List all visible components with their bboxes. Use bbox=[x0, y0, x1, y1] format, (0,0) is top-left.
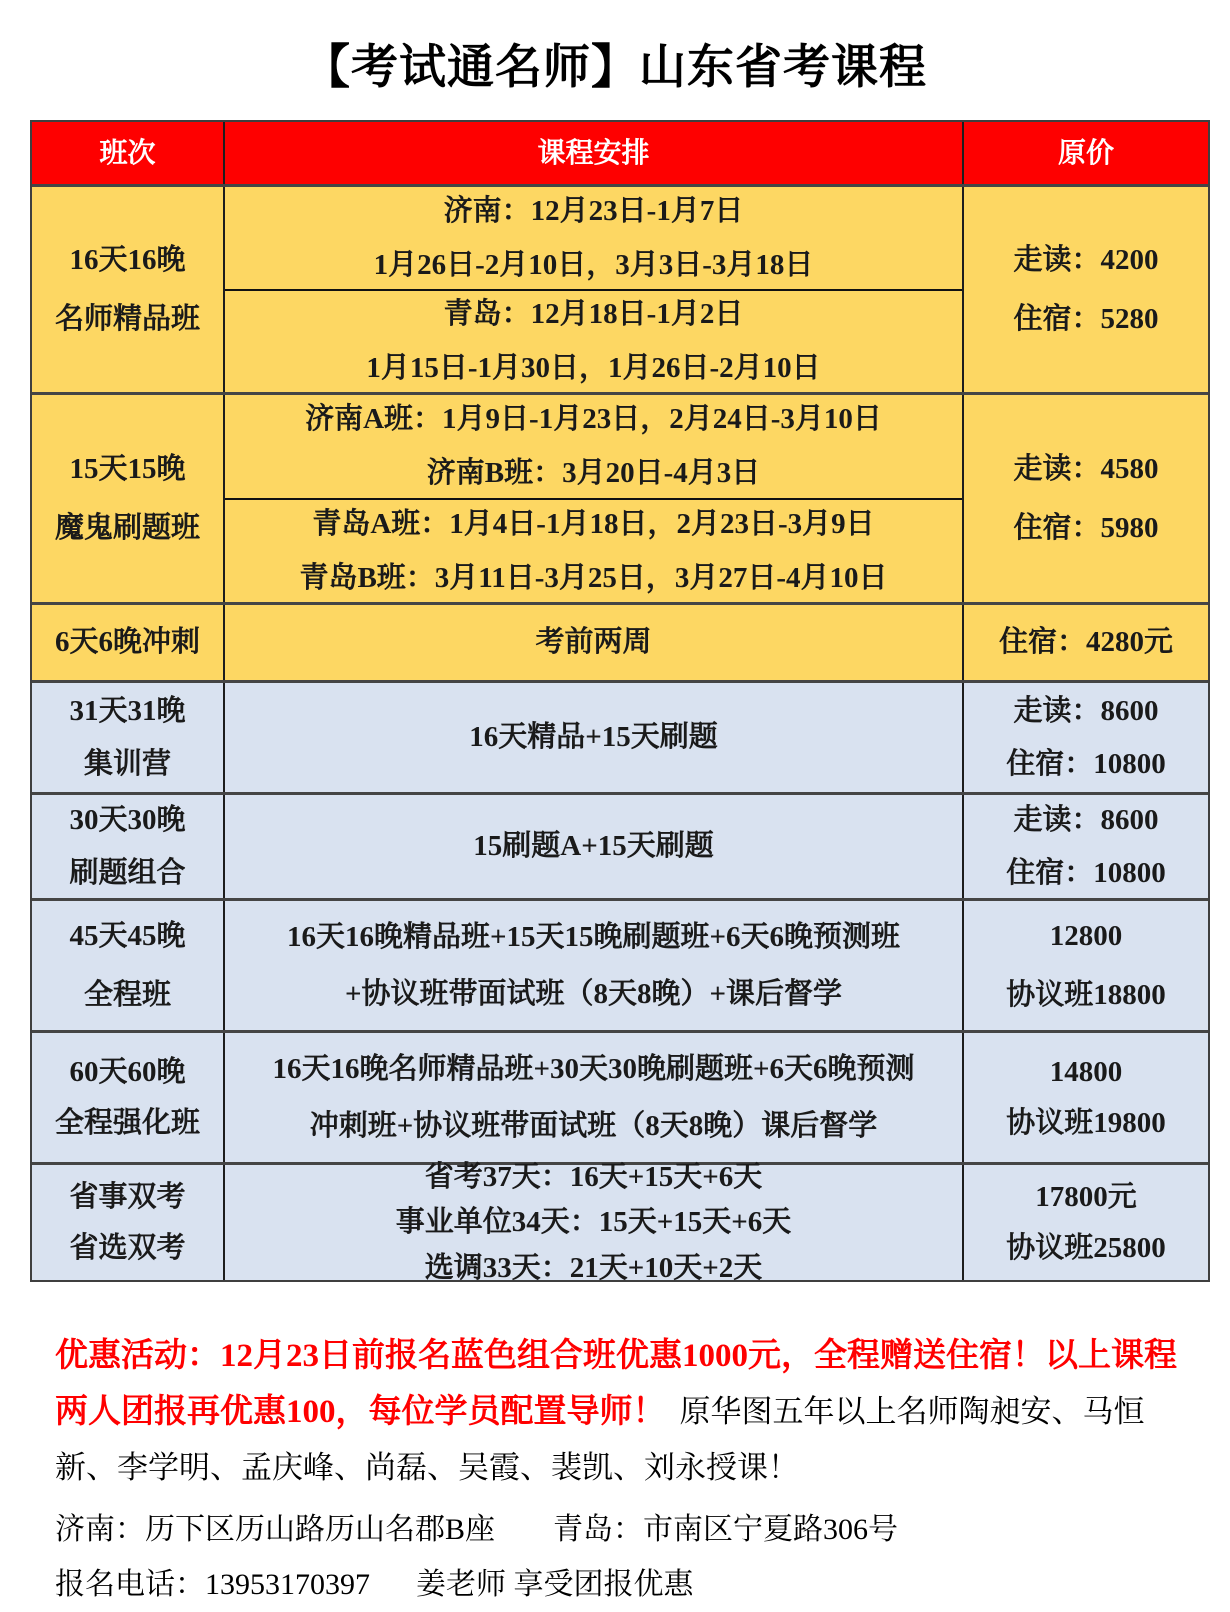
class-cell bbox=[32, 1033, 223, 1162]
schedule-cell bbox=[223, 1033, 962, 1162]
address-jinan: 济南：历下区历山路历山名郡B座 bbox=[55, 1513, 496, 1546]
class-line: 省事双考 bbox=[69, 1181, 186, 1214]
class-line: 全程班 bbox=[83, 978, 171, 1011]
price-line: 14800 bbox=[1049, 1056, 1123, 1089]
table-row bbox=[32, 392, 1208, 602]
schedule-cell bbox=[223, 1161, 962, 1284]
class-cell bbox=[32, 395, 223, 602]
price-cell bbox=[962, 395, 1208, 602]
poster-footer bbox=[55, 1328, 1183, 1612]
schedule-line: +协议班带面试班（8天8晚）+课后督学 bbox=[344, 977, 843, 1010]
header-cell-class bbox=[32, 122, 223, 184]
schedule-cell bbox=[223, 901, 962, 1030]
table-row bbox=[32, 792, 1208, 898]
schedule-line: 16天16晚名师精品班+30天30晚刷题班+6天6晚预测 bbox=[272, 1053, 915, 1086]
class-line: 31天31晚 bbox=[69, 695, 186, 728]
table-row bbox=[32, 1030, 1208, 1162]
schedule-line: 青岛：12月18日-1月2日 bbox=[443, 298, 744, 330]
schedule-line: 青岛B班：3月11日-3月25日，3月27日-4月10日 bbox=[299, 561, 888, 594]
schedule-line: 考前两周 bbox=[535, 626, 652, 659]
price-line: 住宿：10800 bbox=[1006, 856, 1166, 889]
price-cell bbox=[962, 683, 1208, 792]
schedule-subcell-qingdao bbox=[225, 289, 962, 393]
class-line: 16天16晚 bbox=[69, 244, 186, 277]
address-line bbox=[55, 1502, 1183, 1557]
price-line: 住宿：4280元 bbox=[998, 626, 1173, 659]
class-line: 名师精品班 bbox=[54, 302, 200, 335]
schedule-subcell-jinan bbox=[225, 395, 962, 498]
address-qingdao: 青岛：市南区宁夏路306号 bbox=[553, 1513, 899, 1546]
class-line: 集训营 bbox=[83, 747, 171, 780]
schedule-line: 15刷题A+15天刷题 bbox=[473, 830, 714, 863]
schedule-line: 16天精品+15天刷题 bbox=[469, 721, 718, 754]
schedule-cell bbox=[223, 187, 962, 392]
price-cell bbox=[962, 901, 1208, 1030]
header-label: 课程安排 bbox=[537, 137, 650, 169]
schedule-line: 16天16晚精品班+15天15晚刷题班+6天6晚预测班 bbox=[286, 921, 901, 954]
table-header-row bbox=[32, 122, 1208, 184]
class-line: 30天30晚 bbox=[69, 804, 186, 837]
class-cell bbox=[32, 901, 223, 1030]
price-line: 走读：4580 bbox=[1013, 453, 1159, 486]
price-cell bbox=[962, 795, 1208, 898]
schedule-cell bbox=[223, 395, 962, 602]
schedule-subcell-qingdao bbox=[225, 498, 962, 603]
phone-number: 报名电话：13953170397 bbox=[55, 1568, 370, 1601]
poster-title: 【考试通名师】山东省考课程 bbox=[303, 42, 927, 94]
class-line: 45天45晚 bbox=[69, 920, 186, 953]
class-cell bbox=[32, 187, 223, 392]
price-line: 协议班25800 bbox=[1006, 1231, 1166, 1264]
schedule-line: 冲刺班+协议班带面试班（8天8晚）课后督学 bbox=[309, 1109, 878, 1142]
price-line: 住宿：5280 bbox=[1013, 302, 1159, 335]
price-line: 走读：8600 bbox=[1013, 695, 1159, 728]
price-cell bbox=[962, 1033, 1208, 1162]
price-line: 走读：4200 bbox=[1013, 244, 1159, 277]
class-line: 6天6晚冲刺 bbox=[54, 626, 200, 659]
schedule-cell bbox=[223, 795, 962, 898]
price-cell bbox=[962, 187, 1208, 392]
class-cell bbox=[32, 605, 223, 680]
price-line: 17800元 bbox=[1035, 1181, 1137, 1214]
class-line: 60天60晚 bbox=[69, 1056, 186, 1089]
schedule-line: 济南A班：1月9日-1月23日，2月24日-3月10日 bbox=[305, 403, 882, 435]
price-line: 走读：8600 bbox=[1013, 804, 1159, 837]
schedule-line: 事业单位34天：15天+15天+6天 bbox=[395, 1206, 792, 1239]
table-row bbox=[32, 898, 1208, 1030]
table-row bbox=[32, 1161, 1208, 1284]
class-line: 15天15晚 bbox=[69, 453, 186, 486]
header-label: 班次 bbox=[99, 137, 156, 169]
schedule-line: 济南B班：3月20日-4月3日 bbox=[426, 457, 761, 490]
course-table bbox=[30, 120, 1210, 1282]
schedule-subcell-jinan bbox=[225, 187, 962, 289]
contact-person: 姜老师 享受团报优惠 bbox=[416, 1568, 694, 1601]
teacher-list: 原华图五年以上名师陶昶安、马恒新、李学明、孟庆峰、尚磊、吴霞、裴凯、刘永授课！ bbox=[55, 1394, 1145, 1485]
price-cell bbox=[962, 605, 1208, 680]
price-line: 协议班19800 bbox=[1006, 1106, 1166, 1139]
header-cell-schedule bbox=[223, 122, 962, 184]
schedule-line: 选调33天：21天+10天+2天 bbox=[424, 1251, 763, 1284]
schedule-line: 1月15日-1月30日，1月26日-2月10日 bbox=[366, 352, 821, 385]
header-cell-price bbox=[962, 122, 1208, 184]
schedule-cell bbox=[223, 605, 962, 680]
class-cell bbox=[32, 683, 223, 792]
promo-text bbox=[55, 1328, 1183, 1496]
class-line: 刷题组合 bbox=[69, 856, 186, 889]
table-row bbox=[32, 680, 1208, 792]
class-line: 全程强化班 bbox=[54, 1106, 200, 1139]
class-line: 魔鬼刷题班 bbox=[54, 511, 200, 544]
price-line: 住宿：5980 bbox=[1013, 511, 1159, 544]
class-cell bbox=[32, 795, 223, 898]
class-cell bbox=[32, 1165, 223, 1280]
price-line: 协议班18800 bbox=[1006, 978, 1166, 1011]
schedule-line: 青岛A班：1月4日-1月18日，2月23日-3月9日 bbox=[312, 507, 875, 540]
schedule-cell bbox=[223, 683, 962, 792]
table-row bbox=[32, 602, 1208, 680]
price-line: 住宿：10800 bbox=[1006, 747, 1166, 780]
phone-line bbox=[55, 1557, 1183, 1612]
schedule-line: 济南：12月23日-1月7日 bbox=[443, 194, 744, 227]
schedule-line: 1月26日-2月10日，3月3日-3月18日 bbox=[373, 248, 814, 281]
schedule-line: 省考37天：16天+15天+6天 bbox=[424, 1161, 763, 1194]
header-label: 原价 bbox=[1057, 137, 1114, 169]
table-row bbox=[32, 184, 1208, 392]
price-line: 12800 bbox=[1049, 920, 1123, 953]
class-line: 省选双考 bbox=[69, 1231, 186, 1264]
price-cell bbox=[962, 1165, 1208, 1280]
promo-highlight: 优惠活动：12月23日前报名蓝色组合班优惠1000元，全程赠送住宿！以上课程两人团报再优惠100，每位学员配置导师！ bbox=[55, 1338, 1177, 1430]
